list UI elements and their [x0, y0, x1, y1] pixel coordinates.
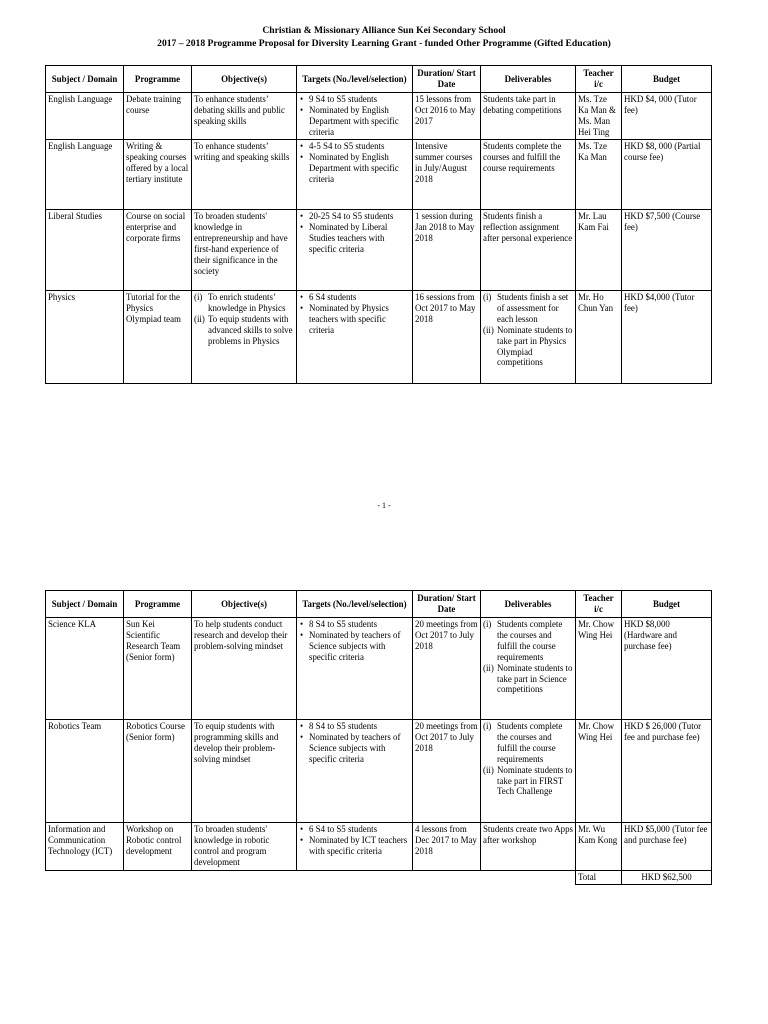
cell-objectives: To enhance students’ writing and speaking skills [192, 140, 297, 210]
table-row [46, 720, 712, 823]
header-targets: Targets (No./level/selection) [297, 591, 413, 618]
deliverable-item: (i) Students complete the courses and fulfill the course requirements [483, 721, 563, 764]
cell-objectives: To help students conduct research and develop their problem-solving mindset [192, 618, 297, 720]
header-objectives: Objective(s) [192, 66, 297, 93]
deliverable-item: (ii) Nominate students to take part in Physics Olympiad competitions [483, 324, 573, 368]
table-row [46, 210, 712, 291]
total-row [46, 871, 712, 885]
header-subject: Subject / Domain [46, 591, 124, 618]
deliverable-item: (i) Students complete the courses and fulfill the course requirements [483, 619, 563, 662]
target-item: • 20-25 S4 to S5 students [299, 211, 410, 222]
cell-programme: Robotics Course (Senior form) [124, 720, 192, 823]
cell-programme: Tutorial for the Physics Olympiad team [124, 291, 192, 384]
table-row [46, 618, 712, 720]
cell-teacher: Ms. Tze Ka Man [576, 140, 622, 210]
cell-subject: English Language [46, 93, 124, 140]
cell-subject: Robotics Team [46, 720, 124, 823]
cell-teacher: Mr. Ho Chun Yan [576, 291, 622, 384]
cell-teacher: Mr. Chow Wing Hei [576, 618, 622, 720]
cell-objectives [192, 291, 297, 384]
cell-duration: 16 sessions from Oct 2017 to May 2018 [413, 291, 481, 384]
header-deliverables: Deliverables [481, 66, 576, 93]
cell-programme: Course on social enterprise and corporate firms [124, 210, 192, 291]
header-subject: Subject / Domain [46, 66, 124, 93]
total-value: HKD $62,500 [622, 871, 712, 885]
cell-deliverables: Students complete the courses and fulfill the course requirements [481, 140, 576, 210]
cell-objectives: To broaden students' knowledge in entrepreneurship and have first-hand experience of their significance in the society [192, 210, 297, 291]
cell-budget: HKD $7,500 (Course fee) [622, 210, 712, 291]
document-title: 2017 – 2018 Programme Proposal for Diversity Learning Grant - funded Other Programme (Gifted Education) [157, 38, 611, 49]
header-objectives: Objective(s) [192, 591, 297, 618]
header-programme: Programme [124, 66, 192, 93]
cell-targets [297, 291, 413, 384]
cell-targets [297, 210, 413, 291]
target-item: • Nominated by Physics teachers with specific criteria [299, 303, 410, 336]
target-item: • 9 S4 to S5 students [299, 94, 410, 105]
table-row [46, 140, 712, 210]
header-programme: Programme [124, 591, 192, 618]
target-item: • Nominated by Liberal Studies teachers with specific criteria [299, 222, 410, 255]
target-item: • Nominated by English Department with specific criteria [299, 152, 410, 185]
cell-objectives: To equip students with programming skills and develop their problem-solving mindset [192, 720, 297, 823]
page-number: - 1 - [377, 501, 391, 510]
target-item: • 8 S4 to S5 students [299, 721, 410, 732]
cell-deliverables: Students create two Apps after workshop [481, 823, 576, 871]
cell-teacher: Mr. Wu Kam Kong [576, 823, 622, 871]
cell-duration: Intensive summer courses in July/August 2018 [413, 140, 481, 210]
deliverable-item: (ii) Nominate students to take part in FIRST Tech Challenge [483, 764, 573, 797]
target-item: • Nominated by teachers of Science subjects with specific criteria [299, 630, 410, 663]
cell-budget: HKD $5,000 (Tutor fee and purchase fee) [622, 823, 712, 871]
table-row [46, 93, 712, 140]
cell-teacher: Ms. Tze Ka Man & Ms. Man Hei Ting [576, 93, 622, 140]
cell-subject: Liberal Studies [46, 210, 124, 291]
target-item: • 6 S4 students [299, 292, 410, 303]
cell-deliverables: Students finish a reflection assignment after personal experience [481, 210, 576, 291]
deliverable-item: (i) Students finish a set of assessment for each lesson [483, 292, 569, 324]
cell-duration: 1 session during Jan 2018 to May 2018 [413, 210, 481, 291]
cell-teacher: Mr. Chow Wing Hei [576, 720, 622, 823]
cell-objectives: To enhance students’ debating skills and public speaking skills [192, 93, 297, 140]
header-deliverables: Deliverables [481, 591, 576, 618]
cell-targets [297, 720, 413, 823]
table-header-row [46, 591, 712, 618]
cell-deliverables [481, 720, 576, 823]
cell-duration: 15 lessons from Oct 2016 to May 2017 [413, 93, 481, 140]
programme-table-page1 [45, 65, 712, 384]
cell-budget: HKD $ 26,000 (Tutor fee and purchase fee) [622, 720, 712, 823]
cell-subject: Information and Communication Technology (ICT) [46, 823, 124, 871]
target-item: • 4-5 S4 to S5 students [299, 141, 410, 152]
cell-programme: Writing & speaking courses offered by a local tertiary institute [124, 140, 192, 210]
cell-subject: Physics [46, 291, 124, 384]
total-label: Total [576, 871, 622, 885]
cell-programme: Workshop on Robotic control development [124, 823, 192, 871]
cell-targets [297, 618, 413, 720]
cell-subject: English Language [46, 140, 124, 210]
objective-item: (i) To enrich students’ knowledge in Physics [194, 292, 286, 313]
cell-deliverables [481, 291, 576, 384]
cell-budget: HKD $4,000 (Tutor fee) [622, 291, 712, 384]
target-item: • Nominated by teachers of Science subjects with specific criteria [299, 732, 410, 765]
target-item: • Nominated by ICT teachers with specific criteria [299, 835, 410, 857]
cell-programme: Debate training course [124, 93, 192, 140]
cell-targets [297, 93, 413, 140]
header-duration: Duration/ Start Date [413, 591, 481, 618]
cell-targets [297, 140, 413, 210]
cell-budget: HKD $4, 000 (Tutor fee) [622, 93, 712, 140]
cell-teacher: Mr. Lau Kam Fai [576, 210, 622, 291]
target-item: • 8 S4 to S5 students [299, 619, 410, 630]
deliverable-item: (ii) Nominate students to take part in Science competitions [483, 662, 573, 695]
table-row [46, 291, 712, 384]
school-name: Christian & Missionary Alliance Sun Kei Secondary School [262, 25, 506, 36]
cell-duration: 20 meetings from Oct 2017 to July 2018 [413, 720, 481, 823]
cell-targets [297, 823, 413, 871]
objective-item: (ii) To equip students with advanced skills to solve problems in Physics [194, 313, 293, 346]
target-item: • 6 S4 to S5 students [299, 824, 410, 835]
programme-table-page2 [45, 590, 712, 885]
target-item: • Nominated by English Department with specific criteria [299, 105, 410, 138]
header-budget: Budget [622, 66, 712, 93]
cell-subject: Science KLA [46, 618, 124, 720]
cell-budget: HKD $8,000 (Hardware and purchase fee) [622, 618, 712, 720]
cell-budget: HKD $8, 000 (Partial course fee) [622, 140, 712, 210]
header-teacher: Teacher i/c [576, 591, 622, 618]
cell-duration: 20 meetings from Oct 2017 to July 2018 [413, 618, 481, 720]
header-targets: Targets (No./level/selection) [297, 66, 413, 93]
table-row [46, 823, 712, 871]
cell-objectives: To broaden students' knowledge in robotic control and program development [192, 823, 297, 871]
header-budget: Budget [622, 591, 712, 618]
header-duration: Duration/ Start Date [413, 66, 481, 93]
cell-programme: Sun Kei Scientific Research Team (Senior form) [124, 618, 192, 720]
table-header-row [46, 66, 712, 93]
cell-deliverables [481, 618, 576, 720]
header-teacher: Teacher i/c [576, 66, 622, 93]
cell-duration: 4 lessons from Dec 2017 to May 2018 [413, 823, 481, 871]
cell-deliverables: Students take part in debating competitions [481, 93, 576, 140]
